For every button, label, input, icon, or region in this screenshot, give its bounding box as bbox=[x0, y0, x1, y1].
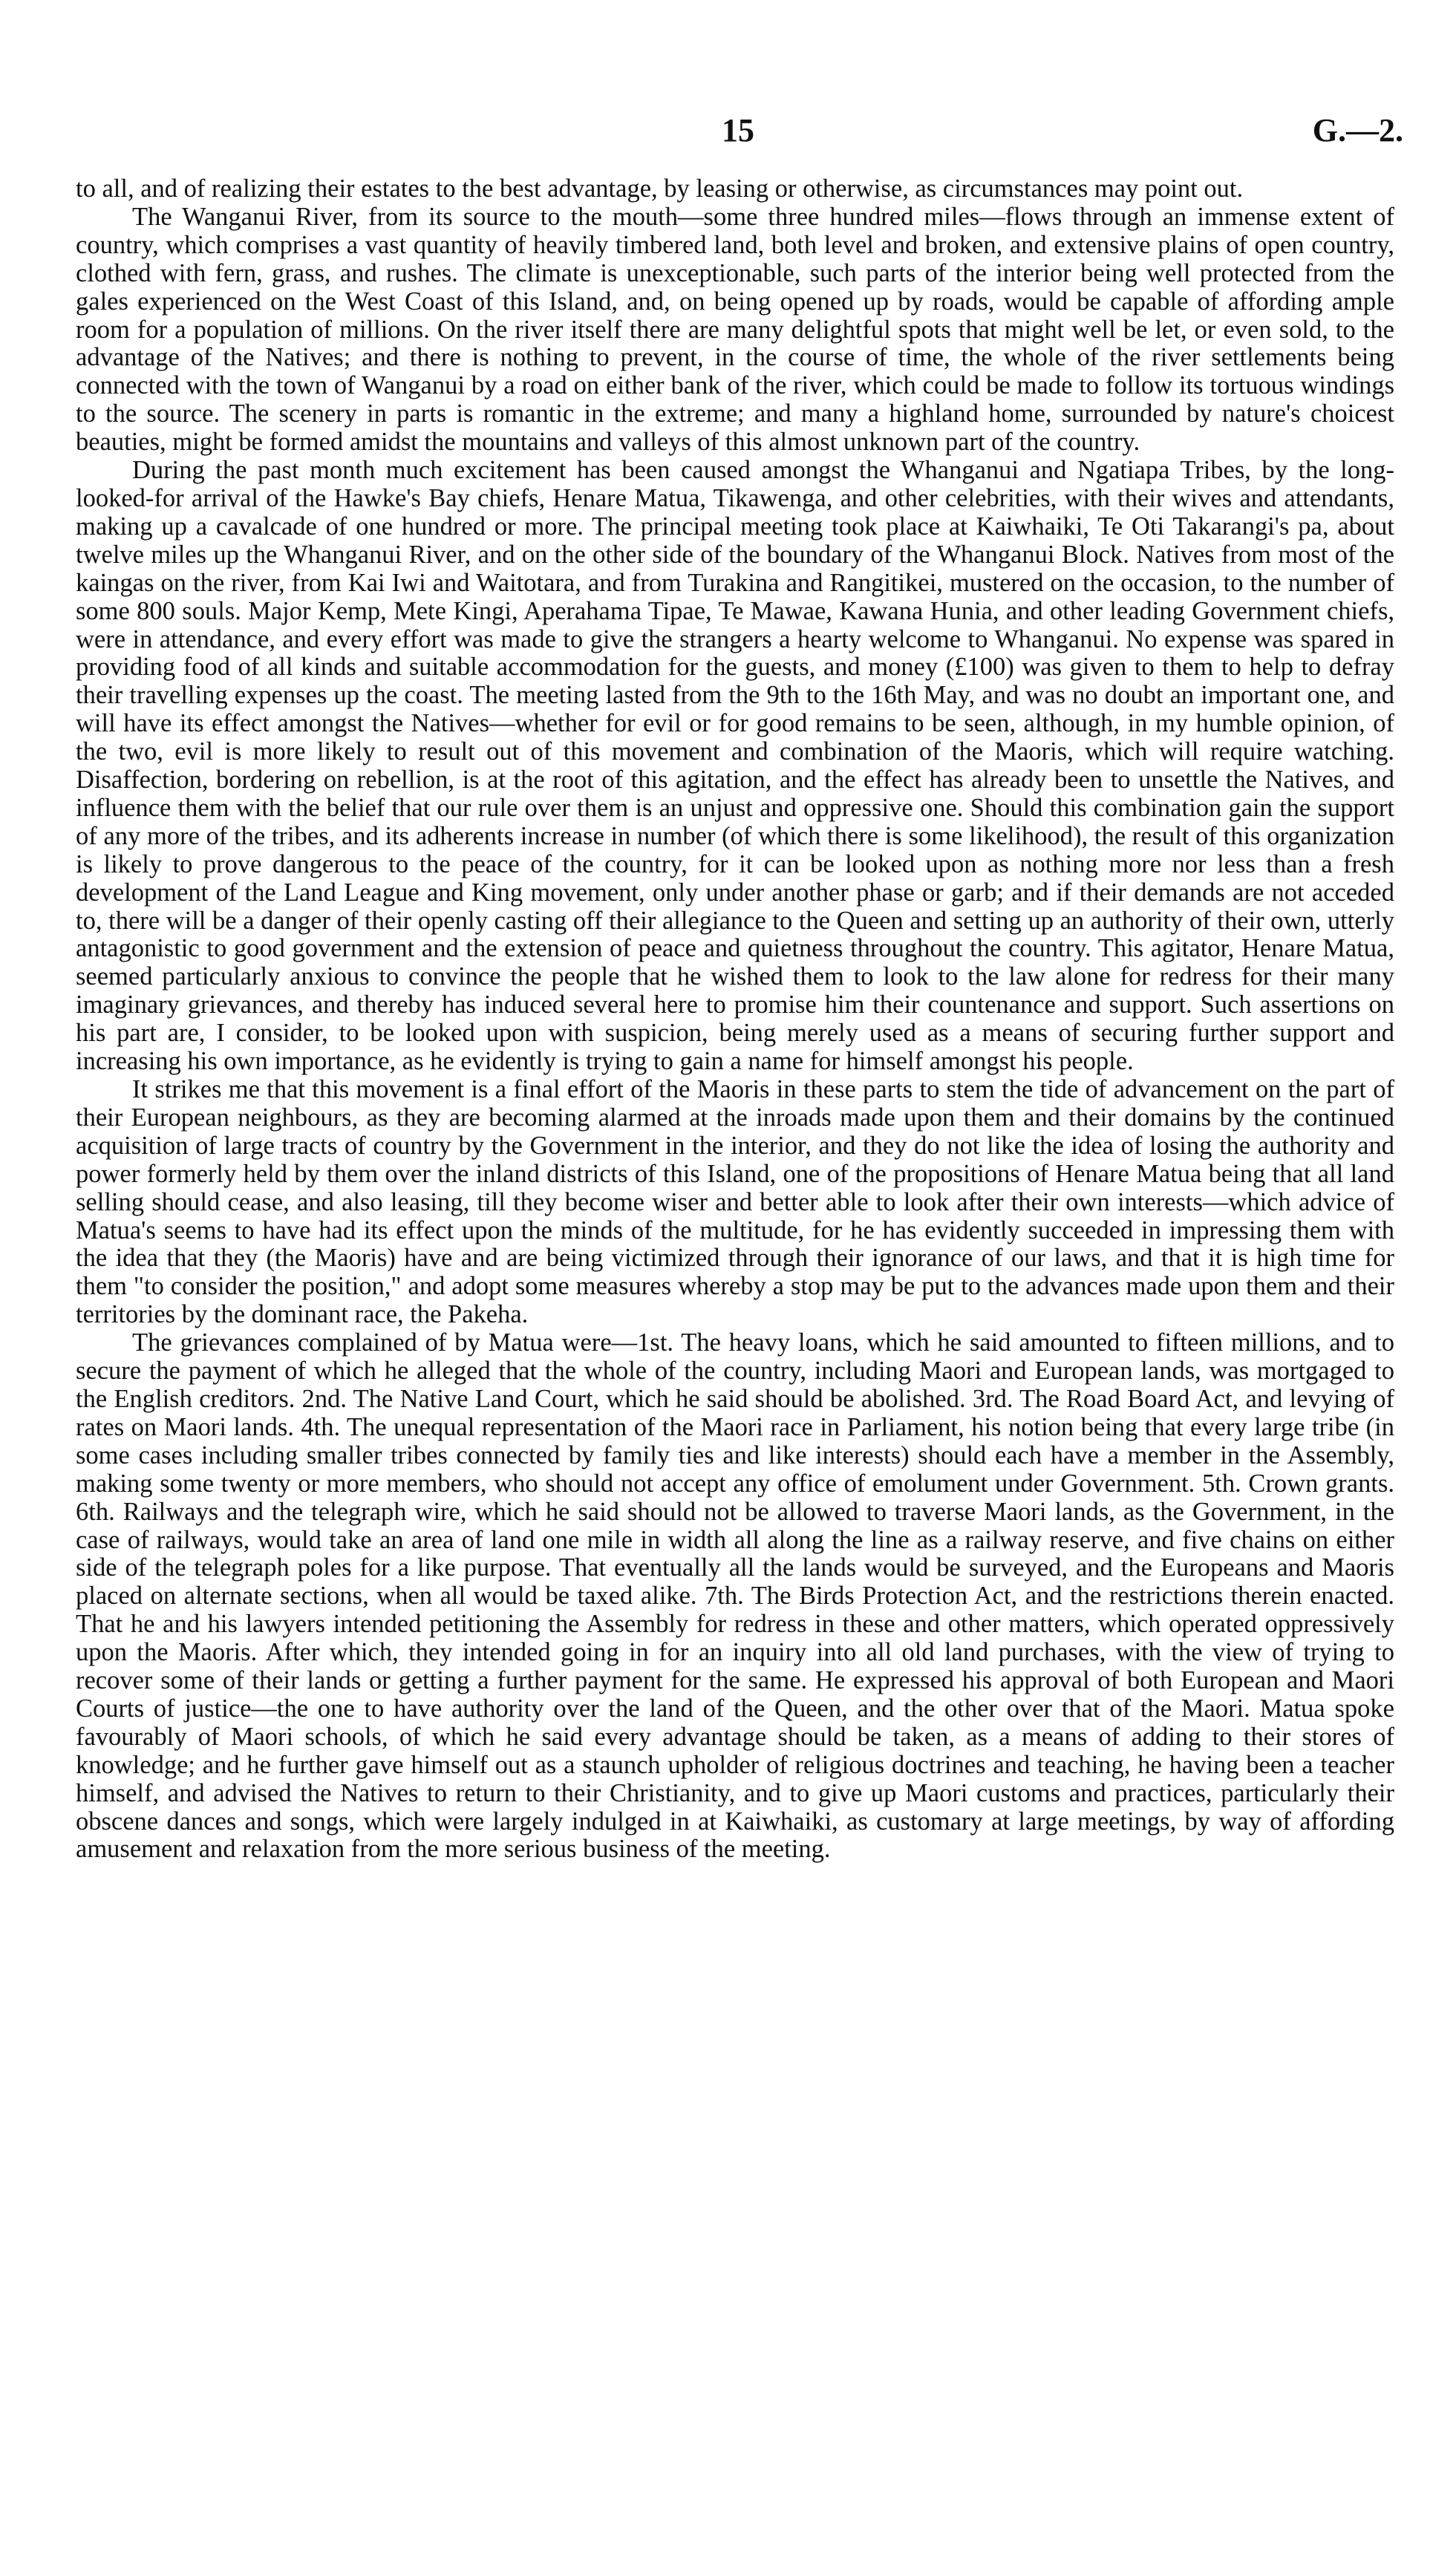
paragraph-grievances: The grievances complained of by Matua were—1st. The heavy loans, which he said amounted to fifteen millions, and to secure the payment of which he alleged that the whole of the country, including Maori and European lands, was mortgaged to the English creditors. 2nd. The Native Land Court, which he said should be abolished. 3rd. The Road Board Act, and levying of rates on Maori lands. 4th. The unequal representation of the Maori race in Parliament, his notion being that every large tribe (in some cases including smaller tribes connected by family ties and like interests) should each have a member in the Assembly, making some twenty or more members, who should not accept any office of emolument under Government. 5th. Crown grants. 6th. Railways and the telegraph wire, which he said should not be allowed to traverse Maori lands, as the Government, in the case of railways, would take an area of land one mile in width all along the line as a railway reserve, and five chains on either side of the telegraph poles for a like purpose. That eventually all the lands would be surveyed, and the Europeans and Maoris placed on alternate sections, when all would be taxed alike. 7th. The Birds Protection Act, and the restrictions therein enacted. That he and his lawyers intended petitioning the Assembly for redress in these and other matters, which operated oppressively upon the Maoris. After which, they intended going in for an inquiry into all old land purchases, with the view of trying to recover some of their lands or getting a further payment for the same. He expressed his approval of both European and Maori Courts of justice—the one to have authority over the land of the Queen, and the other over that of the Maori. Matua spoke favourably of Maori schools, of which he said every advantage should be taken, as a means of adding to their stores of knowledge; and he further gave himself out as a staunch upholder of religious doctrines and teaching, he having been a teacher himself, and advised the Natives to return to their Christianity, and to give up Maori customs and practices, particularly their obscene dances and songs, which were largely indulged in at Kaiwhaiki, as customary at large meetings, by way of affording amusement and relaxation from the more serious business of the meeting. bbox=[76, 1328, 1394, 1864]
paragraph-wanganui-river: The Wanganui River, from its source to the mouth—some three hundred miles—flows through an immense extent of country, which comprises a vast quantity of heavily timbered land, both level and broken, and extensive plains of open country, clothed with fern, grass, and rushes. The climate is unexceptionable, such parts of the interior being well protected from the gales experienced on the West Coast of this Island, and, on being opened up by roads, would be capable of affording ample room for a population of millions. On the river itself there are many delightful spots that might well be let, or even sold, to the advantage of the Natives; and there is nothing to prevent, in the course of time, the whole of the river settlements being connected with the town of Wanganui by a road on either bank of the river, which could be made to follow its tortuous windings to the source. The scenery in parts is romantic in the extreme; and many a highland home, surrounded by nature's choicest beauties, might be formed amidst the mountains and valleys of this almost unknown part of the country. bbox=[76, 202, 1394, 457]
page-number: 15 bbox=[722, 112, 754, 149]
paragraph-final-effort: It strikes me that this movement is a final effort of the Maoris in these parts to stem the tide of advancement on the part of their European neighbours, as they are becoming alarmed at the inroads made upon them and their domains by the continued acquisition of large tracts of country by the Government in the interior, and they do not like the idea of losing the authority and power formerly held by them over the inland districts of this Island, one of the propositions of Henare Matua being that all land selling should cease, and also leasing, till they become wiser and better able to look after their own interests—which advice of Matua's seems to have had its effect upon the minds of the multitude, for he has evidently succeeded in impressing them with the idea that they (the Maoris) have and are being victimized through their ignorance of our laws, and that it is high time for them "to consider the position," and adopt some measures whereby a stop may be put to the advances made upon them and their territories by the dominant race, the Pakeha. bbox=[76, 1075, 1394, 1329]
document-page bbox=[76, 111, 1403, 1864]
document-reference: G.—2. bbox=[1312, 112, 1403, 149]
body-text bbox=[76, 175, 1394, 1864]
paragraph-hawkes-bay-chiefs-meeting: During the past month much excitement has been caused amongst the Whanganui and Ngatiapa Tribes, by the long-looked-for arrival of the Hawke's Bay chiefs, Henare Matua, Tikawenga, and other celebrities, with their wives and attendants, making up a cavalcade of one hundred or more. The principal meeting took place at Kaiwhaiki, Te Oti Takarangi's pa, about twelve miles up the Whanganui River, and on the other side of the boundary of the Whanganui Block. Natives from most of the kaingas on the river, from Kai Iwi and Waitotara, and from Turakina and Rangitikei, mustered on the occasion, to the number of some 800 souls. Major Kemp, Mete Kingi, Aperahama Tipae, Te Mawae, Kawana Hunia, and other leading Government chiefs, were in attendance, and every effort was made to give the strangers a hearty welcome to Whanganui. No expense was spared in providing food of all kinds and suitable accommodation for the guests, and money (£100) was given to them to help to defray their travelling expenses up the coast. The meeting lasted from the 9th to the 16th May, and was no doubt an important one, and will have its effect amongst the Natives—whether for evil or for good remains to be seen, although, in my humble opinion, of the two, evil is more likely to result out of this movement and combination of the Maoris, which will require watching. Disaffection, bordering on rebellion, is at the root of this agitation, and the effect has already been to unsettle the Natives, and influence them with the belief that our rule over them is an unjust and oppressive one. Should this combination gain the support of any more of the tribes, and its adherents increase in number (of which there is some likelihood), the result of this organization is likely to prove dangerous to the peace of the country, for it can be looked upon as nothing more nor less than a fresh development of the Land League and King movement, only under another phase or garb; and if their demands are not acceded to, there will be a danger of their openly casting off their allegiance to the Queen and setting up an authority of their own, utterly antagonistic to good government and the extension of peace and quietness throughout the country. This agitator, Henare Matua, seemed particularly anxious to convince the people that he wished them to look to the law alone for redress for their many imaginary grievances, and thereby has induced several here to promise him their countenance and support. Such assertions on his part are, I consider, to be looked upon with suspicion, being merely used as a means of securing further support and increasing his own importance, as he evidently is trying to gain a name for himself amongst his people. bbox=[76, 456, 1394, 1076]
paragraph-continuation: to all, and of realizing their estates to the best advantage, by leasing or otherwise, as circumstances may point out. bbox=[76, 174, 1244, 203]
page-header bbox=[76, 111, 1403, 159]
